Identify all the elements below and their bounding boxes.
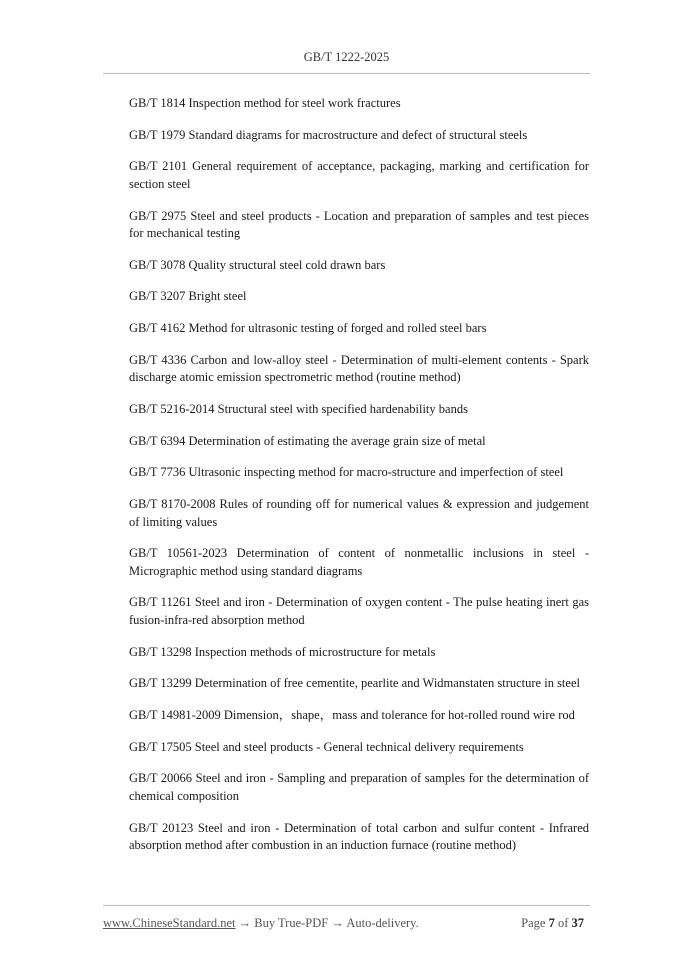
arrow-right-icon: → [238,916,252,930]
reference-item: GB/T 3078 Quality structural steel cold drawn bars [129,257,386,272]
reference-item: GB/T 13299 Determination of free cementite, pearlite and Widmanstaten structure in steel [129,676,580,691]
reference-item: GB/T 4162 Method for ultrasonic testing of forged and rolled steel bars [129,321,487,336]
buy-true-pdf-text: Buy True-PDF [254,916,329,930]
site-link[interactable]: www.ChineseStandard.net [103,916,236,930]
reference-item: GB/T 10561-2023 Determination of content of nonmetallic inclusions in steel - Micrographic method using standard diagrams [129,546,589,578]
reference-item: GB/T 1814 Inspection method for steel work fractures [129,96,401,110]
reference-item: GB/T 11261 Steel and iron - Determination of oxygen content - The pulse heating inert gas fusion-infra-red absorption method [129,595,589,627]
auto-delivery-text: Auto-delivery. [346,916,419,930]
reference-item: GB/T 17505 Steel and steel products - General technical delivery requirements [129,739,524,754]
page-number [521,916,584,931]
page-of-label: of [557,916,569,930]
header-rule [103,73,590,74]
page-current: 7 [548,916,555,930]
reference-item: GB/T 20066 Steel and iron - Sampling and preparation of samples for the determination of chemical composition [129,771,589,803]
reference-item: GB/T 8170-2008 Rules of rounding off for numerical values & expression and judgement of limiting values [129,497,589,529]
footer-rule [103,905,590,906]
reference-item: GB/T 3207 Bright steel [129,289,247,304]
page-total: 37 [571,916,584,930]
reference-item: GB/T 6394 Determination of estimating the average grain size of metal [129,433,486,448]
page-label: Page [521,916,546,930]
reference-item: GB/T 2101 General requirement of acceptance, packaging, marking and certification for section steel [129,159,589,191]
reference-item: GB/T 14981-2009 Dimension，shape，mass and tolerance for hot-rolled round wire rod [129,708,575,722]
reference-item: GB/T 20123 Steel and iron - Determination of total carbon and sulfur content - Infrared absorption method after combustion in an induction furnace (routine method) [129,820,589,853]
footer-promo [103,916,419,931]
reference-item: GB/T 4336 Carbon and low-alloy steel - Determination of multi-element contents - Spark discharge atomic emission spectrometric method (routine method) [129,352,589,385]
reference-item: GB/T 7736 Ultrasonic inspecting method for macro-structure and imperfection of steel [129,465,564,480]
reference-item: GB/T 1979 Standard diagrams for macrostructure and defect of structural steels [129,127,528,142]
arrow-right-icon: → [331,916,344,930]
reference-item: GB/T 13298 Inspection methods of microstructure for metals [129,644,436,659]
reference-item: GB/T 5216-2014 Structural steel with specified hardenability bands [129,402,468,416]
reference-list [129,95,589,869]
page-header-doc-id: GB/T 1222-2025 [303,50,390,64]
reference-item: GB/T 2975 Steel and steel products - Location and preparation of samples and test pieces for mechanical testing [129,208,589,241]
